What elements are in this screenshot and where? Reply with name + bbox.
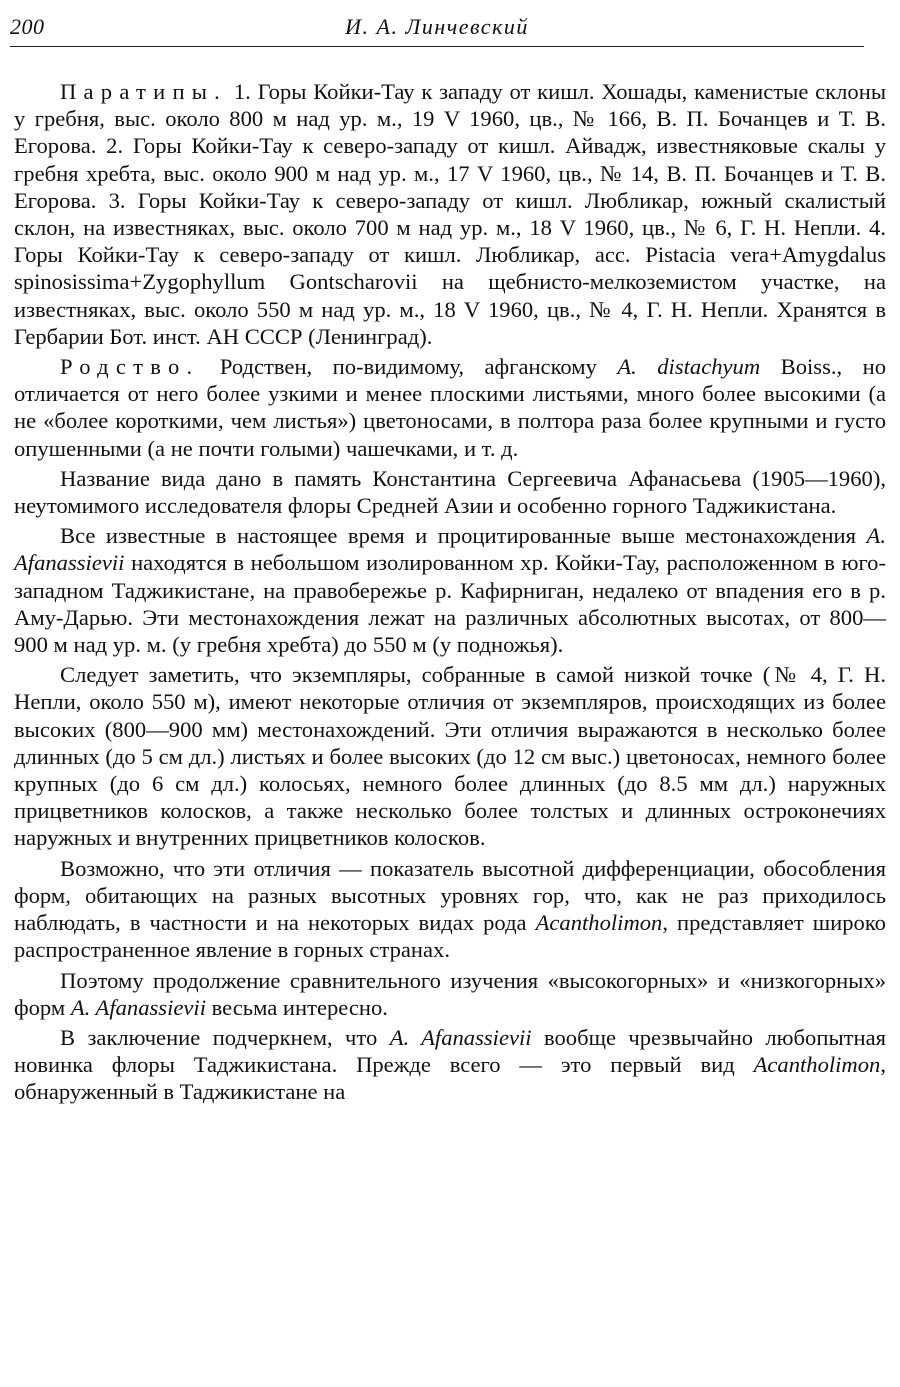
affinity-paragraph: Родство. Родствен, по-видимому, афганскому A. distachyum Boiss., но отличается от него более узкими и менее плоскими листьями, много более высокими (а не «более короткими, чем листья») цветоносами, в полтора раза более крупными и густо опушенными (а не почти голыми) чашечками, и т. д. (14, 354, 887, 461)
paratypes-paragraph (14, 78, 886, 350)
distribution-paragraph: Все известные в настоящее время и процитированные выше местонахождения A. Afanassievii находятся в небольшом изолированном хр. Койки-Тау, расположенном в юго-западном Таджикистане, на правобережье р. Кафирниган, недалеко от впадения его в р. Аму-Дарью. Эти местонахождения лежат на различных абсолютных высотах, от 800—900 м над ур. м. (у гребня хребта) до 550 м (у подножья). (14, 523, 886, 658)
affinity-heading: Родство. (60, 354, 200, 380)
running-header (10, 14, 864, 47)
conclusion-paragraph: В заключение подчеркнем, что A. Afanassievii вообще чрезвычайно любопытная новинка флоры Таджикистана. Прежде всего — это первый вид Acantholimon, обнаруженный в Таджикистане на (14, 1024, 887, 1105)
genus-name: Acantholimon (753, 1052, 881, 1078)
etymology-paragraph: Название вида дано в память Константина Сергеевича Афанасьева (1905—1960), неутомимого исследователя флоры Средней Азии и особенно горного Таджикистана. (14, 465, 886, 519)
author-header: И. А. Линчевский (345, 14, 529, 39)
further-study-paragraph: Поэтому продолжение сравнительного изучения «высокогорных» и «низкогорных» форм A. Afanassievii весьма интересно. (14, 967, 886, 1020)
species-name: A. Afanassievii (70, 994, 206, 1020)
body-text (14, 78, 886, 1109)
differentiation-paragraph: Возможно, что эти отличия — показатель высотной дифференциации, обособления форм, обитающих на разных высотных уровнях гор, что, как не раз приходилось наблюдать, в частности и на некоторых видах рода Acantholimon, представляет широко распространенное явление в горных странах. (14, 855, 886, 963)
species-name: A. Afanassievii (389, 1024, 532, 1050)
paratypes-text: 1. Горы Койки-Тау к западу от кишл. Хошады, каменистые склоны у гребня, выс. около 800 м над ур. м., 19 V 1960, цв., № 166, В. П. Бочанцев и Т. В. Егорова. 2. Горы Койки-Тау к северо-западу от кишл. Айвадж, известняковые скалы у гребня хребта, выс. около 900 м над ур. м., 17 V 1960, цв., № 14, В. П. Бочанцев и Т. В. Егорова. 3. Горы Койки-Тау к северо-западу от кишл. Любликар, южный скалистый склон, на известняках, выс. около 700 м над ур. м., 18 V 1960, цв., № 6, Г. Н. Непли. 4. Горы Койки-Тау к северо-западу от кишл. Любликар, асс. Pistacia vera+Amygdalus spinosissima+Zygophyllum Gontscharovii на щебнисто-мелкоземистом участке, на известняках, выс. около 550 м над ур. м., 18 V 1960, цв., № 4, Г. Н. Непли. Хранятся в Гербарии Бот. инст. АН СССР (Ленинград). (14, 79, 886, 349)
variation-paragraph: Следует заметить, что экземпляры, собранные в самой низкой точке (№ 4, Г. Н. Непли, около 550 м), имеют некоторые отличия от экземпляров, происходящих из более высоких (800—900 мм) местонахождений. Эти отличия выражаются в несколько более длинных (до 5 см дл.) листьях и более высоких (до 12 см выс.) цветоносах, немного более крупных (до 6 см дл.) колосьях, немного более длинных (до 8.5 мм дл.) наружных прицветников колосков, а также несколько более толстых и длинных остроконечиях наружных и внутренних прицветников колосков. (14, 662, 886, 851)
species-name: A. distachyum (617, 354, 761, 380)
page-number: 200 (10, 14, 45, 39)
paratypes-heading: Паратипы. (60, 79, 228, 104)
genus-name: Acantholimon (535, 910, 663, 936)
species-name: A. Afanassievii (14, 523, 886, 576)
